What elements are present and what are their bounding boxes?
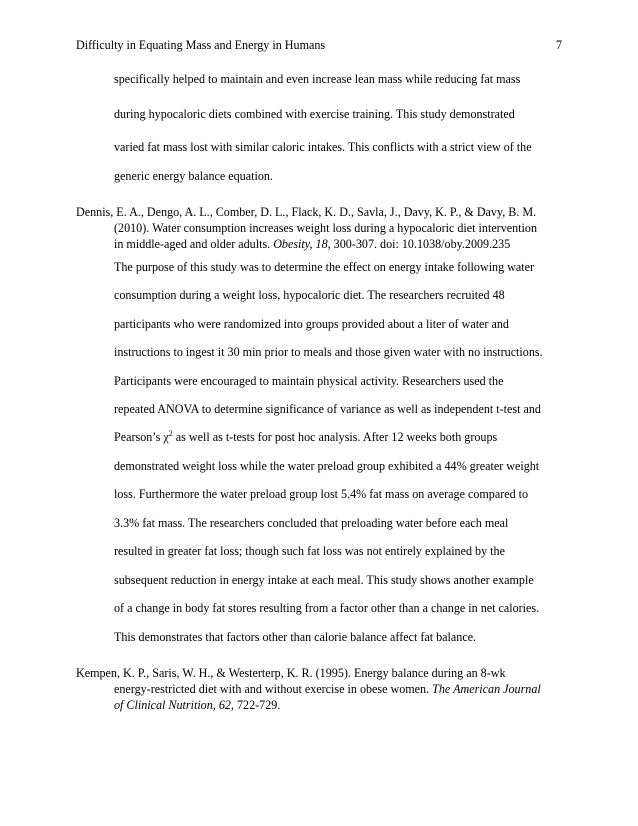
text-line: instructions to ingest it 30 min prior to meals and those given water with no instructions.: [114, 345, 543, 359]
text-line: consumption during a weight loss, hypocaloric diet. The researchers recruited 48: [114, 288, 505, 302]
reference-line: [114, 698, 280, 713]
text-segment: as well as t-tests for post hoc analysis. After 12 weeks both groups: [172, 430, 498, 444]
text-line: specifically helped to maintain and even increase lean mass while reducing fat mass: [114, 72, 521, 86]
text-line: This demonstrates that factors other than calorie balance affect fat balance.: [114, 630, 477, 644]
text-line: varied fat mass lost with similar caloric intakes. This conflicts with a strict view of the: [114, 140, 532, 154]
text-line: resulted in greater fat loss; though such fat loss was not entirely explained by the: [114, 544, 505, 558]
reference-text: energy-restricted diet with and without exercise in obese women.: [114, 682, 433, 696]
superscript: 2: [168, 429, 173, 438]
journal-title: of Clinical Nutrition, 62,: [114, 698, 234, 712]
journal-title: The American Journal: [432, 682, 541, 696]
text-line: of a change in body fat stores resulting from a factor other than a change in net calories.: [114, 601, 540, 615]
journal-title: Obesity, 18,: [273, 237, 331, 251]
reference-line: Dennis, E. A., Dengo, A. L., Comber, D. L., Flack, K. D., Savla, J., Davy, K. P., & Davy, B. M.: [76, 205, 537, 219]
text-line: during hypocaloric diets combined with exercise training. This study demonstrated: [114, 107, 515, 121]
reference-text: in middle-aged and older adults.: [114, 237, 274, 251]
reference-text: 722-729.: [233, 698, 281, 712]
text-line: repeated ANOVA to determine significance of variance as well as independent t-test and: [114, 402, 541, 416]
text-line: 3.3% fat mass. The researchers concluded that preloading water before each meal: [114, 516, 509, 530]
text-line: loss. Furthermore the water preload group lost 5.4% fat mass on average compared to: [114, 487, 529, 501]
reference-text: 300-307. doi: 10.1038/oby.2009.235: [330, 237, 511, 251]
running-head: Difficulty in Equating Mass and Energy in Humans: [76, 38, 326, 52]
page-number: 7: [555, 38, 562, 52]
reference-line: Kempen, K. P., Saris, W. H., & Westerterp, K. R. (1995). Energy balance during an 8-wk: [76, 666, 506, 680]
text-line: The purpose of this study was to determine the effect on energy intake following water: [114, 260, 535, 274]
text-line: subsequent reduction in energy intake at each meal. This study shows another example: [114, 573, 534, 587]
text-line: participants who were randomized into groups provided about a liter of water and: [114, 317, 509, 331]
text-line: demonstrated weight loss while the water preload group exhibited a 44% greater weight: [114, 459, 540, 473]
reference-line: [114, 237, 510, 252]
text-line: [114, 430, 497, 445]
text-segment: Pearson’s χ: [114, 430, 169, 444]
reference-line: (2010). Water consumption increases weight loss during a hypocaloric diet intervention: [114, 221, 537, 235]
text-line: generic energy balance equation.: [114, 169, 273, 183]
reference-line: [114, 682, 541, 697]
text-line: Participants were encouraged to maintain physical activity. Researchers used the: [114, 374, 504, 388]
